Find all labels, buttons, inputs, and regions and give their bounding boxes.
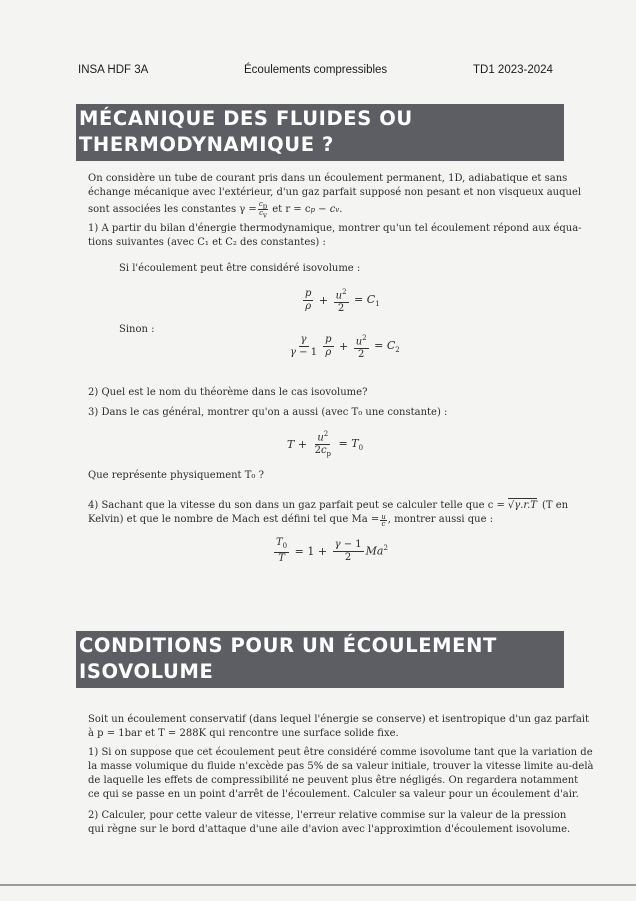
equation-stagnation-temperature: T + $\frac{u^2}{2c_p}$ = $T_0$: [287, 430, 364, 459]
equation-general-energy: $\frac{\gamma}{\gamma - 1}$ $\frac{p}{\rho}$ + $\frac{u^2}{2}$ = $C_2$: [290, 334, 400, 361]
sound-speed-formula: √γ.r.T: [507, 500, 537, 511]
s2-q2-line1: 2) Calculer, pour cette valeur de vitesse, l'erreur relative commise sur la valeur de la pression: [88, 810, 567, 821]
s1-intro-line3: sont associées les constantes γ = $\frac{c_p}{c_v}$ et r = c p − c v .: [88, 200, 343, 220]
s2-q1-line3: de laquelle les effets de compressibilité ne peuvent plus être négligés. On regardera notamment: [88, 775, 579, 786]
s1-q4-line2: Kelvin) et que le nombre de Mach est défini tel que Ma = $\frac{u}{c}$ , montrer aussi que :: [88, 512, 494, 528]
s2-q2-line2: qui règne sur le bord d'attaque d'une aile d'avion avec l'approximtion d'écoulement isovolume.: [88, 824, 571, 835]
isovolume-label: Si l'écoulement peut être considéré isovolume :: [119, 263, 361, 274]
equation-mach-temperature: $\frac{T_0}{T}$ = 1 + $\frac{\gamma - 1}{2}$ Ma$^2$: [276, 537, 388, 564]
section1-title-line1: MÉCANIQUE DES FLUIDES OU: [79, 107, 413, 130]
s2-intro-line1: Soit un écoulement conservatif (dans lequel l'énergie se conserve) et isentropique d'un gaz parfait: [88, 714, 590, 725]
equation-bernoulli: $\frac{p}{\rho}$ + $\frac{u^2}{2}$ = $C_1$: [305, 288, 380, 315]
s1-q3-follow: Que représente physiquement T₀ ?: [88, 470, 264, 481]
header-left: INSA HDF 3A: [78, 64, 149, 76]
s1-q2: 2) Quel est le nom du théorème dans le cas isovolume?: [88, 387, 368, 398]
s2-q1-line2: la masse volumique du fluide n'excède pas 5% de sa valeur initiale, trouver la vitesse limite au-delà: [88, 761, 594, 772]
s1-q3: 3) Dans le cas général, montrer qu'on a aussi (avec T₀ une constante) :: [88, 407, 448, 418]
section1-title-line2: THERMODYNAMIQUE ?: [79, 133, 334, 156]
header-right: TD1 2023-2024: [473, 64, 553, 76]
section1-title: [76, 104, 564, 161]
s1-intro-line1: On considère un tube de courant pris dans un écoulement permanent, 1D, adiabatique et sans: [88, 173, 568, 184]
gamma-fraction: $\frac{c_p}{c_v}$: [258, 200, 268, 220]
s2-q1-line1: 1) Si on suppose que cet écoulement peut être considéré comme isovolume tant que la variation de: [88, 747, 593, 758]
s1-q1-line1: 1) A partir du bilan d'énergie thermodynamique, montrer qu'un tel écoulement répond aux équa-: [88, 223, 582, 234]
section2-title-line1: CONDITIONS POUR UN ÉCOULEMENT: [79, 634, 497, 657]
s2-intro-line2: à p = 1bar et T = 288K qui rencontre une surface solide fixe.: [88, 728, 399, 739]
s2-q1-line4: ce qui se passe en un point d'arrêt de l'écoulement. Calculer sa valeur pour un écoulement d'air.: [88, 789, 579, 800]
section2-title-line2: ISOVOLUME: [79, 660, 214, 683]
sinon-label: Sinon :: [119, 324, 155, 335]
header-center: Écoulements compressibles: [244, 64, 388, 76]
mach-fraction: $\frac{u}{c}$: [381, 512, 386, 528]
s1-q4-line1: 4) Sachant que la vitesse du son dans un gaz parfait peut se calculer telle que c = √γ.r.T (T en: [88, 499, 569, 511]
s1-q1-line2: tions suivantes (avec C₁ et C₂ des constantes) :: [88, 237, 326, 248]
s1-intro-line2: échange mécanique avec l'extérieur, d'un gaz parfait supposé non pesant et non visqueux auquel: [88, 187, 582, 198]
scan-edge-line: [0, 884, 636, 886]
section2-title: [76, 631, 564, 688]
